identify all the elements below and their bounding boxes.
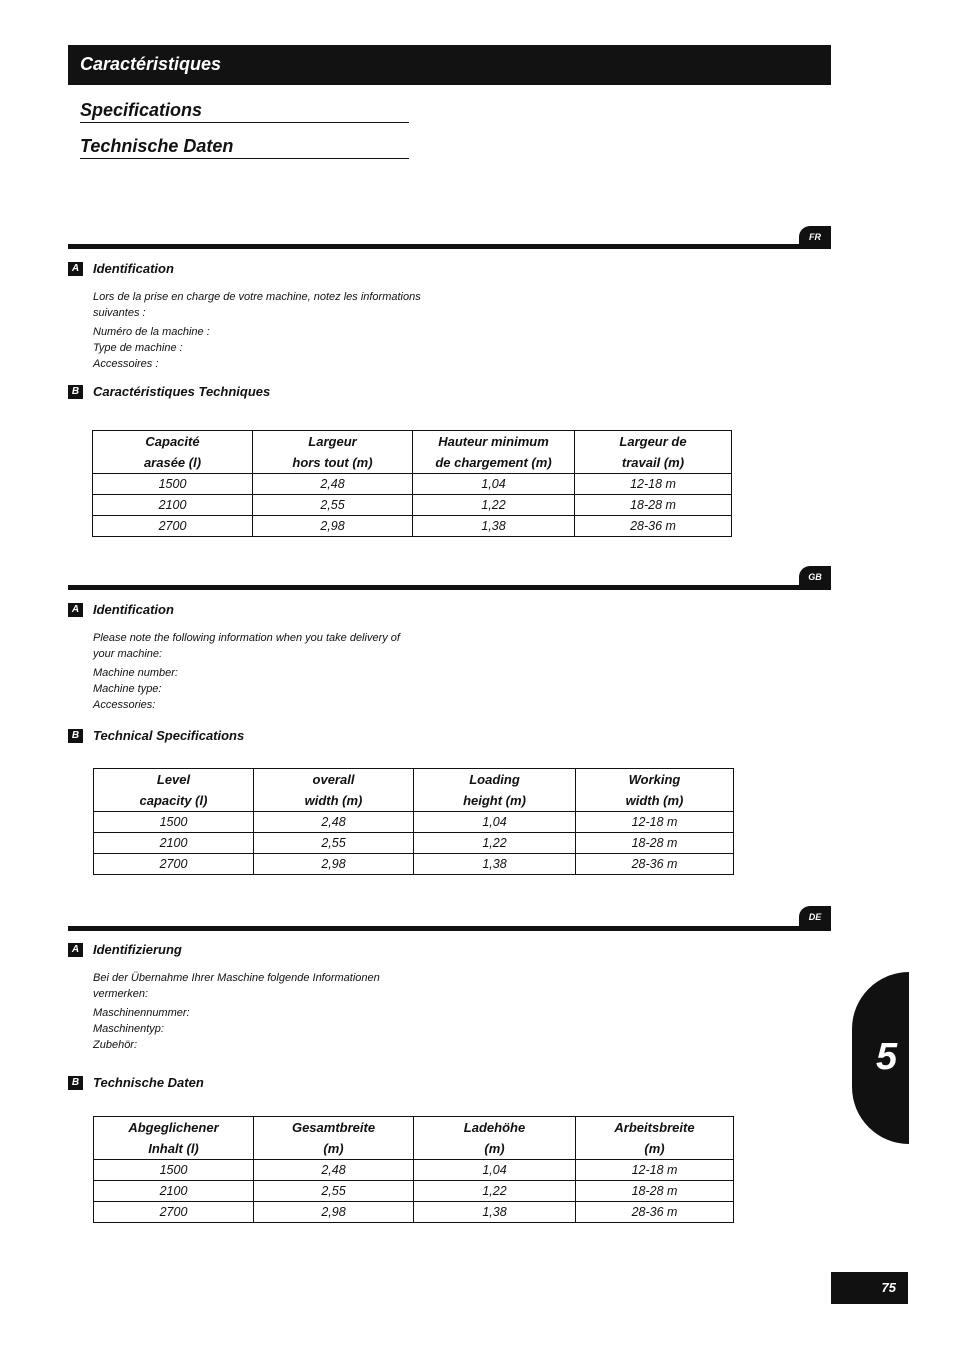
label-b: B [68, 385, 83, 399]
column-header: Gesamtbreite (m) [254, 1117, 414, 1160]
specs-table [93, 1116, 734, 1223]
field-machine-type: Type de machine : [93, 342, 183, 354]
field-machine-type: Machine type: [93, 683, 162, 695]
column-header: Ladehöhe (m) [414, 1117, 576, 1160]
table-row: 1500 2,48 1,04 12-18 m [94, 812, 734, 833]
specs-heading: Technical Specifications [93, 728, 245, 743]
table-row: 1500 2,48 1,04 12-18 m [94, 1160, 734, 1181]
label-a: A [68, 262, 83, 276]
specs-table [93, 768, 734, 875]
column-header: Largeur de travail (m) [575, 431, 732, 474]
page-number: 75 [831, 1272, 908, 1304]
identification-heading: Identification [93, 602, 174, 617]
field-machine-number: Maschinennummer: [93, 1007, 190, 1019]
column-header: Level capacity (l) [94, 769, 254, 812]
identification-intro: Please note the following information when you take delivery of your machine: [93, 632, 400, 660]
chapter-title: Caractéristiques [80, 54, 222, 74]
column-header: overall width (m) [254, 769, 414, 812]
table-header-row [93, 431, 732, 474]
field-accessories: Accessoires : [93, 358, 159, 370]
column-header: Largeur hors tout (m) [253, 431, 413, 474]
chapter-number: 5 [876, 1036, 898, 1078]
specs-heading: Caractéristiques Techniques [93, 384, 271, 399]
table-row: 2700 2,98 1,38 28-36 m [94, 854, 734, 875]
column-header: Hauteur minimum de chargement (m) [413, 431, 575, 474]
column-header: Arbeitsbreite (m) [576, 1117, 734, 1160]
table-row: 2700 2,98 1,38 28-36 m [94, 1202, 734, 1223]
table-row: 2700 2,98 1,38 28-36 m [93, 516, 732, 537]
label-b: B [68, 1076, 83, 1090]
field-accessories: Accessories: [93, 699, 156, 711]
identification-intro: Lors de la prise en charge de votre machine, notez les informations suivantes : [93, 291, 421, 319]
column-header: Abgeglichener Inhalt (l) [94, 1117, 254, 1160]
field-machine-number: Machine number: [93, 667, 178, 679]
label-a: A [68, 603, 83, 617]
lang-badge: DE [799, 906, 831, 928]
identification-intro: Bei der Übernahme Ihrer Maschine folgende Informationen vermerken: [93, 972, 380, 1000]
subtitle-specifications: Specifications [80, 100, 409, 123]
label-a: A [68, 943, 83, 957]
section-rule [68, 244, 831, 249]
chapter-title-bar [68, 45, 831, 85]
column-header: Capacité arasée (l) [93, 431, 253, 474]
field-machine-type: Maschinentyp: [93, 1023, 164, 1035]
subtitle-technische-daten: Technische Daten [80, 136, 409, 159]
identification-heading: Identifizierung [93, 942, 182, 957]
section-rule [68, 585, 831, 590]
section-rule [68, 926, 831, 931]
table-row: 2100 2,55 1,22 18-28 m [94, 1181, 734, 1202]
label-b: B [68, 729, 83, 743]
chapter-tab [852, 972, 909, 1144]
column-header: Working width (m) [576, 769, 734, 812]
lang-badge: GB [799, 566, 831, 588]
table-row: 2100 2,55 1,22 18-28 m [93, 495, 732, 516]
table-row: 1500 2,48 1,04 12-18 m [93, 474, 732, 495]
field-accessories: Zubehör: [93, 1039, 138, 1051]
table-header-row [94, 1117, 734, 1160]
identification-heading: Identification [93, 261, 174, 276]
lang-badge: FR [799, 226, 831, 248]
table-header-row [94, 769, 734, 812]
specs-table [92, 430, 732, 537]
column-header: Loading height (m) [414, 769, 576, 812]
table-row: 2100 2,55 1,22 18-28 m [94, 833, 734, 854]
specs-heading: Technische Daten [93, 1075, 204, 1090]
field-machine-number: Numéro de la machine : [93, 326, 210, 338]
